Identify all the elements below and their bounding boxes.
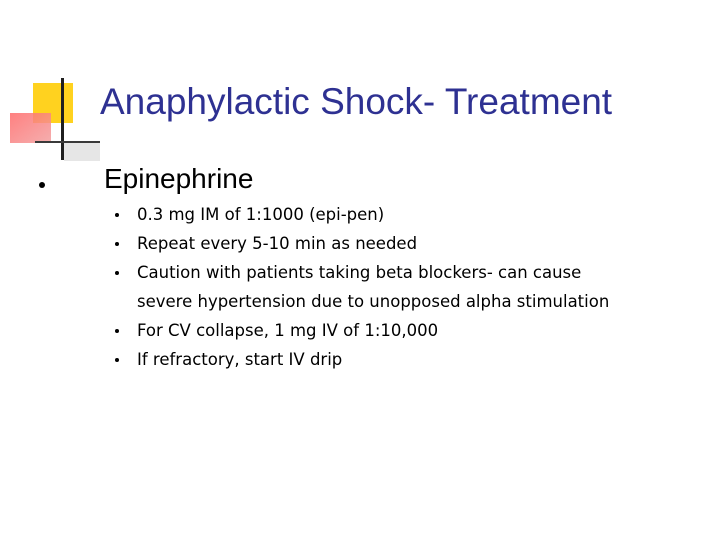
sub-bullet-item (0, 258, 720, 316)
logo-red-square (10, 113, 51, 143)
slide-title: Anaphylactic Shock- Treatment (100, 81, 613, 122)
bullet-dot-icon (115, 213, 119, 217)
sub-bullet-text: Caution with patients taking beta blockers- can cause (137, 263, 582, 282)
sub-bullet-text: For CV collapse, 1 mg IV of 1:10,000 (137, 321, 439, 340)
sub-bullet-item (0, 316, 720, 345)
sub-bullet-item (0, 345, 720, 374)
bullet-dot-icon (39, 182, 45, 188)
decorative-logo (0, 0, 110, 170)
sub-bullet-text: 0.3 mg IM of 1:1000 (epi-pen) (137, 205, 385, 224)
bullet-dot-icon (115, 329, 119, 333)
sub-bullet-text-continued: severe hypertension due to unopposed alpha stimulation (137, 292, 610, 311)
sub-bullet-item (0, 200, 720, 229)
logo-vertical-line (61, 78, 64, 160)
bullet-dot-icon (115, 242, 119, 246)
bullet-dot-icon (115, 358, 119, 362)
sub-bullet-list (0, 200, 720, 374)
bullet-heading: Epinephrine (104, 163, 254, 194)
sub-bullet-text: If refractory, start IV drip (137, 350, 343, 369)
sub-bullet-text: Repeat every 5-10 min as needed (137, 234, 418, 253)
sub-bullet-item (0, 229, 720, 258)
logo-horizontal-line (35, 141, 100, 143)
bullet-dot-icon (115, 271, 119, 275)
logo-grey-square (64, 141, 100, 161)
